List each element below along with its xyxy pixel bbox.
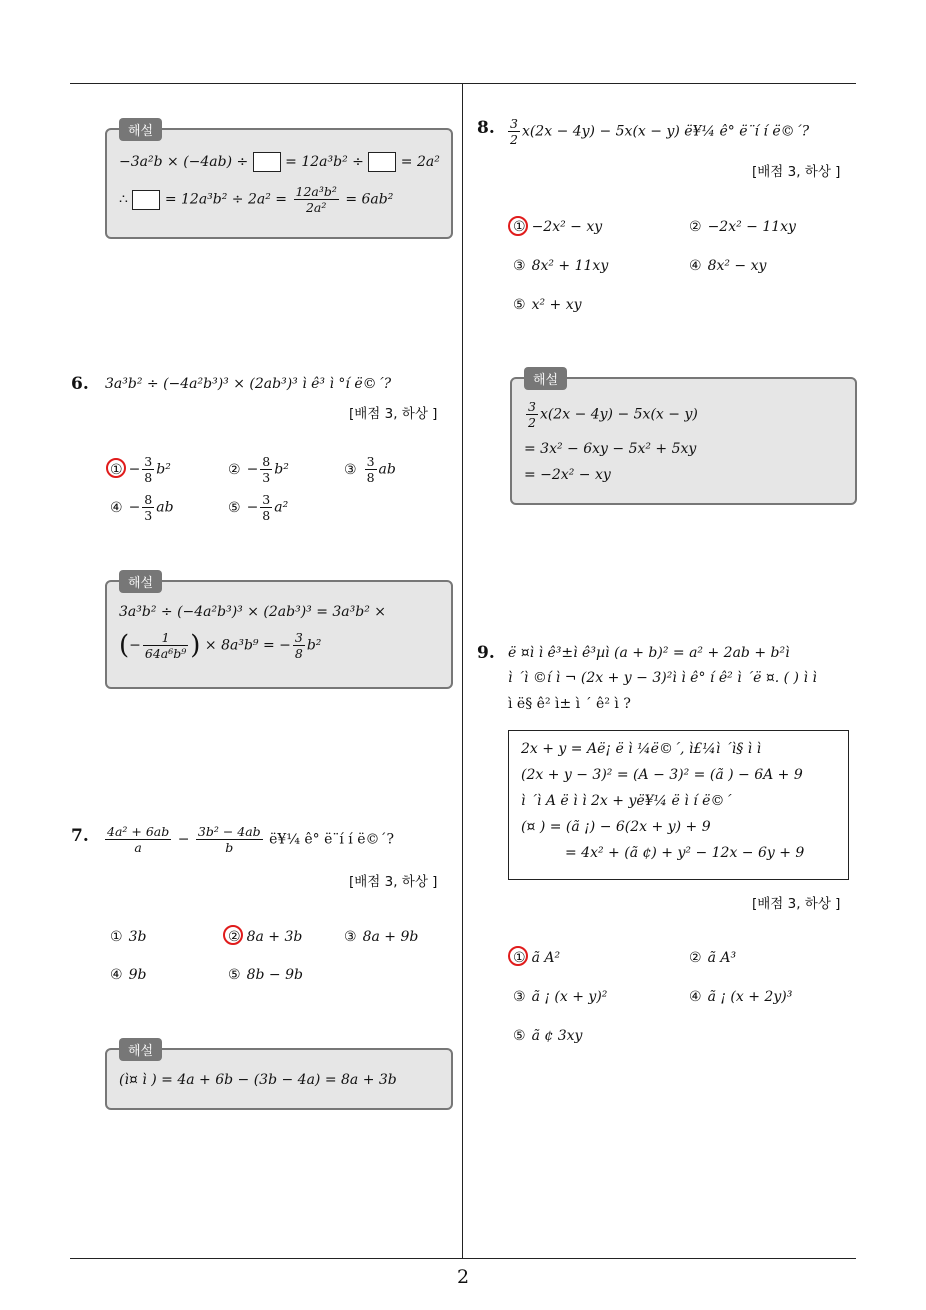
- question-text-9-line1: ë ¤ì ì ê³±ì ê³µì (a + b)² = a² + 2ab + b²ì: [508, 645, 790, 661]
- answer-mark: [508, 946, 528, 966]
- question-meta-7: [배점 3, 하상 ]: [349, 874, 438, 890]
- question-text-9-line3: ì ë§ ê² ì± ì ´ ê² ì ?: [508, 696, 631, 712]
- fraction: $\frac{3}{8}$: [262, 492, 271, 523]
- condition-line: 2x + y = Aë¡ ë ì ¼ë©´, ì£¼ì ´ì§ ì ì: [521, 741, 762, 757]
- condition-line: (¤ ) = (ã ¡) − 6(2x + y) + 9: [521, 819, 711, 835]
- option-6-1[interactable]: ① − $\frac{3}{8}$ b²: [110, 454, 171, 485]
- blank-box: [253, 152, 281, 172]
- option-7-5[interactable]: ⑤ 8b − 9b: [228, 967, 303, 983]
- option-7-2[interactable]: ② 8a + 3b: [228, 929, 303, 945]
- answer-mark: [223, 925, 243, 945]
- page-number: 2: [456, 1266, 470, 1288]
- option-6-5[interactable]: ⑤ − $\frac{3}{8}$ a²: [228, 492, 289, 523]
- column-divider: [462, 83, 463, 1259]
- solution-line: = 3x² − 6xy − 5x² + 5xy: [524, 441, 697, 457]
- option-9-3[interactable]: ③ ã ¡ (x + y)²: [513, 989, 608, 1005]
- solution-line: ∴ = 12a³b² ÷ 2a² = $\frac{\text{12a³b²}}{\text{2a²}}$ = 6ab²: [119, 184, 394, 215]
- solution-box-6: [105, 576, 453, 689]
- option-7-3[interactable]: ③ 8a + 9b: [344, 929, 419, 945]
- option-6-2[interactable]: ② − $\frac{8}{3}$ b²: [228, 454, 289, 485]
- fraction: $\frac{3}{2}$: [528, 399, 536, 430]
- solution-box-7: [105, 1044, 453, 1110]
- solution-tag: 해설: [119, 1038, 162, 1061]
- fraction: $\frac{3}{8}$: [144, 454, 153, 485]
- fraction: $\frac{1}{\text{64a⁶b⁹}}$: [144, 630, 187, 661]
- condition-line: ì ´ì A ë ì ì 2x + yë¥¼ ë ì í ë©´: [521, 793, 732, 809]
- solution-tag: 해설: [524, 367, 567, 390]
- answer-mark: [508, 216, 528, 236]
- option-9-4[interactable]: ④ ã ¡ (x + 2y)³: [689, 989, 793, 1005]
- fraction: $\frac{\text{3b² − 4ab}}{b}$: [197, 824, 261, 855]
- solution-tag: 해설: [119, 118, 162, 141]
- option-8-5[interactable]: ⑤ x² + xy: [513, 297, 582, 313]
- option-6-3[interactable]: ③ $\frac{3}{8}$ ab: [344, 454, 396, 485]
- solution-line: = −2x² − xy: [524, 467, 611, 483]
- question-text-9-line2: ì ´ì ©í ì ¬ (2x + y − 3)²ì ì ê° í ê² ì ´ë ¤. ( ) ì ì: [508, 670, 817, 686]
- condition-line: (2x + y − 3)² = (A − 3)² = (ã ) − 6A + 9: [521, 767, 803, 783]
- question-number-8: 8.: [477, 118, 495, 138]
- solution-tag: 해설: [119, 570, 162, 593]
- blank-box: [368, 152, 396, 172]
- question-text-7: $\frac{\text{4a² + 6ab}}{a}$ − $\frac{\text{3b² − 4ab}}{b}$ ë¥¼ ê° ë¨í í ë©´?: [107, 824, 395, 855]
- question-number-7: 7.: [71, 826, 89, 846]
- option-9-2[interactable]: ② ã A³: [689, 950, 737, 966]
- option-7-1[interactable]: ① 3b: [110, 929, 147, 945]
- question-text-6: 3a³b² ÷ (−4a²b³)³ × (2ab³)³ ì ê³ ì °í ë©´?: [105, 376, 392, 392]
- fraction: $\frac{8}{3}$: [262, 454, 271, 485]
- condition-line: = 4x² + (ã ¢) + y² − 12x − 6y + 9: [565, 845, 805, 861]
- option-8-1[interactable]: ① −2x² − xy: [513, 219, 603, 235]
- question-number-6: 6.: [71, 374, 89, 394]
- solution-line: (ì¤ ì ) = 4a + 6b − (3b − 4a) = 8a + 3b: [119, 1072, 397, 1088]
- option-9-1[interactable]: ① ã A²: [513, 950, 561, 966]
- bottom-rule: [70, 1258, 856, 1259]
- question-meta-8: [배점 3, 하상 ]: [752, 164, 841, 180]
- option-6-4[interactable]: ④ − $\frac{8}{3}$ ab: [110, 492, 174, 523]
- answer-mark: [106, 458, 126, 478]
- option-8-3[interactable]: ③ 8x² + 11xy: [513, 258, 609, 274]
- fraction: $\frac{8}{3}$: [144, 492, 153, 523]
- option-9-5[interactable]: ⑤ ã ¢ 3xy: [513, 1028, 583, 1044]
- question-number-9: 9.: [477, 643, 495, 663]
- question-text-8: $\frac{3}{2}$ x(2x − 4y) − 5x(x − y) ë¥¼ ê° ë¨í í ë©´?: [510, 116, 810, 147]
- condition-box: [508, 730, 849, 880]
- question-meta-9: [배점 3, 하상 ]: [752, 896, 841, 912]
- option-8-2[interactable]: ② −2x² − 11xy: [689, 219, 796, 235]
- fraction: $\frac{\text{4a² + 6ab}}{a}$: [107, 824, 170, 855]
- solution-line: $\frac{3}{2}$ x(2x − 4y) − 5x(x − y): [528, 399, 698, 430]
- fraction: $\frac{3}{2}$: [510, 116, 518, 147]
- question-meta-6: [배점 3, 하상 ]: [349, 406, 438, 422]
- fraction: $\frac{3}{8}$: [366, 454, 375, 485]
- solution-line: 3a³b² ÷ (−4a²b³)³ × (2ab³)³ = 3a³b² ×: [119, 604, 387, 620]
- solution-line: (− $\frac{1}{\text{64a⁶b⁹}}$ ) × 8a³b⁹ = − $\frac{3}{8}$ b²: [119, 630, 322, 661]
- option-8-4[interactable]: ④ 8x² − xy: [689, 258, 767, 274]
- fraction: $\frac{3}{8}$: [294, 630, 303, 661]
- option-7-4[interactable]: ④ 9b: [110, 967, 147, 983]
- solution-line: −3a²b × (−4ab) ÷ = 12a³b² ÷ = 2a²: [119, 154, 440, 170]
- blank-box: [132, 190, 160, 210]
- top-rule: [70, 83, 856, 84]
- solution-box-5: [105, 124, 453, 239]
- solution-box-8: [510, 373, 857, 505]
- fraction: $\frac{\text{12a³b²}}{\text{2a²}}$: [295, 184, 337, 215]
